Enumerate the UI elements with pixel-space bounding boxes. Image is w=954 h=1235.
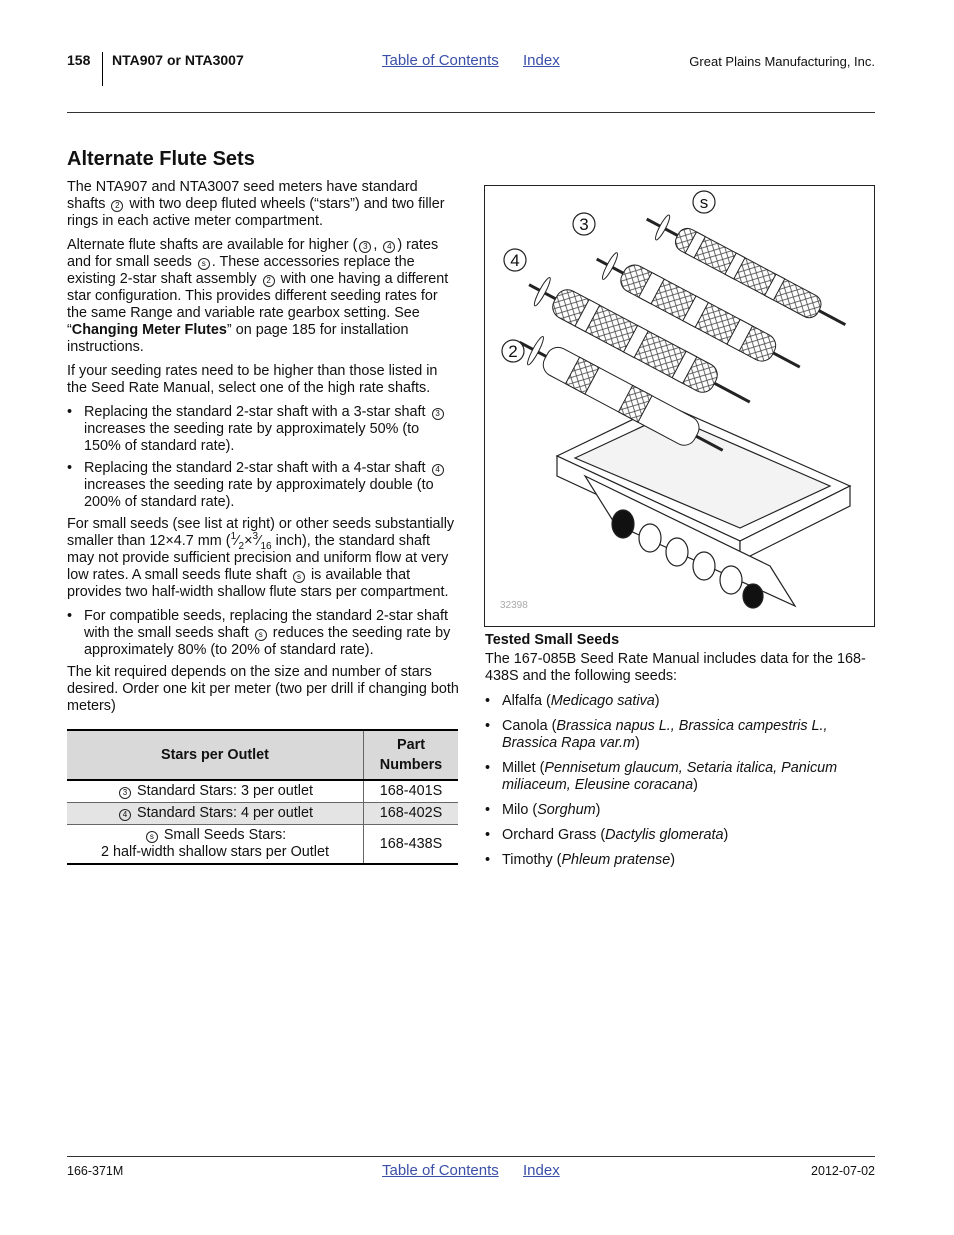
row-desc-text: Small Seeds Stars: (163, 827, 287, 843)
header-rule (67, 112, 875, 113)
seed-list (485, 693, 875, 869)
list-item (485, 718, 875, 752)
index-link-footer[interactable]: Index (523, 1162, 560, 1179)
header-divider (102, 52, 103, 86)
text-run: For small seeds (see list at right) or other seeds substantially smaller than 12 (67, 516, 455, 549)
col-header-part-line1: Part (397, 737, 425, 753)
times-sign: × (244, 533, 253, 549)
figure-number: 32398 (500, 600, 528, 611)
callout-4-icon: 4 (119, 809, 131, 821)
text-run: , (373, 237, 378, 253)
cross-reference: Changing Meter Flutes (71, 322, 227, 338)
list-item (67, 460, 459, 511)
page-number: 158 (67, 52, 91, 68)
list-item (485, 802, 875, 819)
paren: ) (635, 735, 640, 751)
kit-paragraph: The kit required depends on the size and number of stars desired. Order one kit per meter (two per drill if changing both meters) (67, 664, 459, 714)
text-run: inch), the standard shaft may not provide sufficient precision and uniform flow at very low rates. A small seeds flute shaft (67, 533, 449, 583)
list-item (485, 693, 875, 710)
col-header-stars: Stars per Outlet (67, 730, 364, 780)
publish-date: 2012-07-02 (811, 1164, 875, 1178)
row-desc (67, 780, 364, 803)
doc-number: 166-371M (67, 1164, 124, 1178)
row-desc (67, 803, 364, 825)
seed-name: Milo ( (502, 802, 538, 818)
text-run: Replacing the standard 2-star shaft with a 4-star shaft (84, 460, 426, 476)
callout-s-icon: s (255, 629, 267, 641)
list-item (67, 608, 459, 659)
row-desc (67, 825, 364, 865)
right-column (485, 632, 875, 877)
seed-name: Orchard Grass ( (502, 827, 606, 843)
text-run: Replacing the standard 2-star shaft with a 3-star shaft (84, 404, 426, 420)
page-footer (67, 1162, 875, 1182)
small-seeds-paragraph: For small seeds (see list at right) or other seeds substantially smaller than 12×4.7 mm ($^1⁄_2\times^3⁄_{16}$ inch), the standard shaft may not provide sufficient precision and uniform flow at very low rates. A small seeds flute shaft s is available that provides two half-width shallow flute stars per compartment. (67, 516, 455, 600)
callout-3-icon: 3 (432, 408, 444, 420)
seed-name: Alfalfa ( (502, 693, 551, 709)
shaft-small-seeds (640, 207, 852, 337)
callout-2-icon: 2 (111, 200, 123, 212)
seed-latin: Pennisetum glaucum, Setaria italica, Panicum miliaceum, Eleusine coracana (502, 760, 838, 793)
col-header-part (364, 730, 459, 780)
times-sign: × (165, 533, 174, 549)
text-run: 4.7 mm ( (173, 533, 231, 549)
seed-latin: Medicago sativa (550, 693, 655, 709)
intro-paragraph (67, 179, 459, 230)
seed-latin: Sorghum (537, 802, 596, 818)
company-name: Great Plains Manufacturing, Inc. (689, 54, 875, 69)
paren: ) (670, 852, 676, 868)
text-run: ” on page 185 for installation instructions. (67, 322, 409, 355)
text-run: For compatible seeds, replacing the standard 2-star shaft with the small seeds shaft (84, 608, 448, 641)
page-header (67, 52, 875, 88)
left-column (67, 146, 459, 865)
small-seeds-heading: Tested Small Seeds (485, 632, 620, 648)
callout-4-label: 4 (510, 251, 520, 270)
seed-name: Canola ( (502, 718, 557, 734)
row-desc-text: Standard Stars: 3 per outlet (137, 783, 313, 799)
high-rate-paragraph: If your seeding rates need to be higher than those listed in the Seed Rate Manual, select one of the high rate shafts. (67, 363, 438, 396)
table-header-row (67, 730, 458, 780)
section-title: Alternate Flute Sets (67, 148, 255, 170)
callout-3-icon: 3 (119, 787, 131, 799)
callout-4-icon: 4 (383, 241, 395, 253)
fraction-numerator: 1 (230, 531, 237, 543)
fraction-numerator: 3 (252, 531, 259, 543)
text-run: increases the seeding rate by approximately double (to 200% of standard rate). (84, 477, 434, 510)
toc-link-footer[interactable]: Table of Contents (382, 1162, 499, 1179)
callout-2-icon: 2 (263, 275, 275, 287)
fraction-denominator: 16 (260, 540, 272, 552)
fraction-denominator: 2 (238, 540, 245, 552)
seed-latin: Dactylis glomerata (605, 827, 724, 843)
callout-s-icon: s (293, 571, 305, 583)
small-seeds-intro: The 167-085B Seed Rate Manual includes data for the 168-438S and the following seeds: (485, 651, 866, 684)
callout-4-icon: 4 (432, 464, 444, 476)
list-item (485, 760, 875, 794)
callout-3-label: 3 (579, 215, 589, 234)
table-row (67, 803, 458, 825)
text-run: is available that provides two half-width shallow flute stars per compartment. (67, 567, 449, 600)
col-header-part-line2: Numbers (379, 757, 443, 773)
callout-2-label: 2 (508, 342, 518, 361)
callout-3-icon: 3 (359, 241, 371, 253)
toc-link-header[interactable]: Table of Contents (382, 52, 499, 69)
paren: ) (693, 777, 698, 793)
text-run: Alternate flute shafts are available for higher ( (67, 237, 358, 253)
shafts-drawing (485, 186, 874, 626)
kit-table (67, 729, 458, 865)
paren: ) (595, 802, 601, 818)
callout-s-icon: s (146, 831, 158, 843)
table-row (67, 780, 458, 803)
list-item (485, 852, 875, 869)
seed-name: Millet ( (502, 760, 545, 776)
text-run: The NTA907 and NTA3007 seed meters have standard shafts (67, 179, 418, 212)
callout-s-icon: s (198, 258, 210, 270)
seed-latin: Brassica napus L., Brassica campestris L., Brassica Rapa var.m (502, 718, 828, 751)
text-run: increases the seeding rate by approximately 50% (to 150% of standard rate). (84, 421, 420, 454)
high-rate-list (67, 404, 459, 511)
row-part-number: 168-438S (364, 825, 459, 865)
text-run: . These accessories replace the existing 2-star shaft assembly (67, 254, 415, 287)
text-run: reduces the seeding rate by approximately 80% (to 20% of standard rate). (84, 625, 451, 658)
small-seeds-list (67, 608, 459, 659)
text-run: with two deep fluted wheels (“stars”) and two filler rings in each active meter compartment. (67, 196, 445, 229)
callout-s-label: s (699, 193, 709, 212)
row-part-number: 168-401S (364, 780, 459, 803)
row-part-number: 168-402S (364, 803, 459, 825)
paren: ) (654, 693, 660, 709)
seed-latin: Phleum pratense (561, 852, 671, 868)
row-desc-text: 2 half-width shallow stars per Outlet (101, 844, 329, 860)
table-row (67, 825, 458, 865)
seed-name: Timothy ( (502, 852, 562, 868)
list-item (67, 404, 459, 455)
text-run: with one having a different star configuration. This provides different seeding rates for the same Range and variable rate gearbox setting. See “ (67, 271, 449, 338)
model-title: NTA907 or NTA3007 (112, 52, 244, 68)
paren: ) (723, 827, 729, 843)
list-item (485, 827, 875, 844)
footer-rule (67, 1156, 875, 1157)
flute-shafts-illustration (484, 185, 875, 627)
row-desc-text: Standard Stars: 4 per outlet (137, 805, 313, 821)
alternate-paragraph (67, 237, 459, 356)
text-run: ) rates and for small seeds (67, 237, 439, 270)
index-link-header[interactable]: Index (523, 52, 560, 69)
